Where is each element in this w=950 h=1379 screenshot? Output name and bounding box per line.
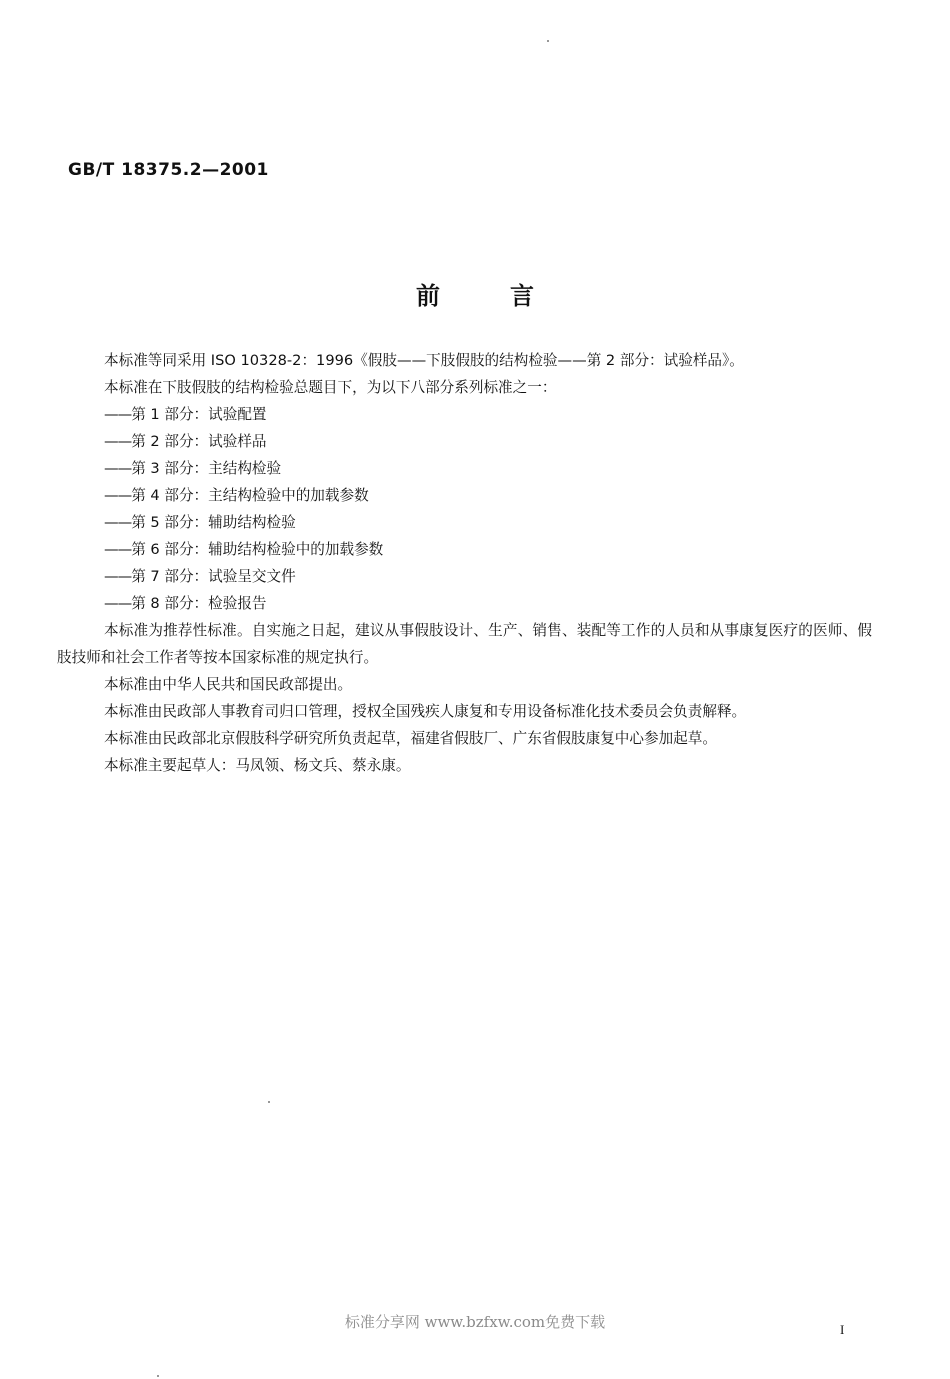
paragraph: 本标准在下肢假肢的结构检验总题目下，为以下八部分系列标准之一： — [104, 379, 557, 396]
part-label: 第 4 部分：主结构检验中的加载参数 — [131, 487, 369, 504]
part-label: 第 1 部分：试验配置 — [131, 406, 267, 423]
page-title: 前言 — [416, 282, 604, 310]
paragraph: 本标准等同采用 ISO 10328-2：1996《假肢——下肢假肢的结构检验——第 2 部分：试验样品》。 — [104, 352, 744, 369]
dash: —— — [104, 433, 132, 450]
part-list-item — [57, 428, 872, 455]
part-list-item — [57, 455, 872, 482]
scan-speck — [547, 40, 549, 42]
dash: —— — [104, 487, 132, 504]
part-list-item — [57, 401, 872, 428]
scan-speck — [268, 1101, 270, 1103]
dash: —— — [104, 406, 132, 423]
part-list-item — [57, 509, 872, 536]
dash: —— — [104, 541, 132, 558]
document-body — [57, 347, 872, 779]
paragraph: 本标准由中华人民共和国民政部提出。 — [104, 676, 353, 693]
part-list-item — [57, 536, 872, 563]
part-list-item — [57, 590, 872, 617]
dash: —— — [104, 568, 132, 585]
footer-watermark: 标准分享网 www.bzfxw.com免费下载 — [344, 1313, 606, 1331]
page-number: I — [840, 1322, 845, 1337]
standard-code: GB/T 18375.2—2001 — [68, 160, 269, 180]
part-label: 第 2 部分：试验样品 — [131, 433, 267, 450]
scan-speck — [157, 1375, 159, 1377]
dash: —— — [104, 595, 132, 612]
part-label: 第 5 部分：辅助结构检验 — [131, 514, 296, 531]
paragraph: 本标准由民政部人事教育司归口管理，授权全国残疾人康复和专用设备标准化技术委员会负责解释。 — [104, 703, 747, 720]
part-label: 第 3 部分：主结构检验 — [131, 460, 282, 477]
dash: —— — [104, 460, 132, 477]
paragraph: 本标准主要起草人：马凤领、杨文兵、蔡永康。 — [104, 757, 411, 774]
dash: —— — [104, 514, 132, 531]
part-list-item — [57, 563, 872, 590]
paragraph: 本标准为推荐性标准。自实施之日起，建议从事假肢设计、生产、销售、装配等工作的人员和从事康复医疗的医师、假肢技师和社会工作者等按本国家标准的规定执行。 — [57, 622, 872, 666]
paragraph: 本标准由民政部北京假肢科学研究所负责起草，福建省假肢厂、广东省假肢康复中心参加起草。 — [104, 730, 717, 747]
part-label: 第 8 部分：检验报告 — [131, 595, 267, 612]
part-label: 第 7 部分：试验呈交文件 — [131, 568, 296, 585]
part-label: 第 6 部分：辅助结构检验中的加载参数 — [131, 541, 384, 558]
part-list-item — [57, 482, 872, 509]
